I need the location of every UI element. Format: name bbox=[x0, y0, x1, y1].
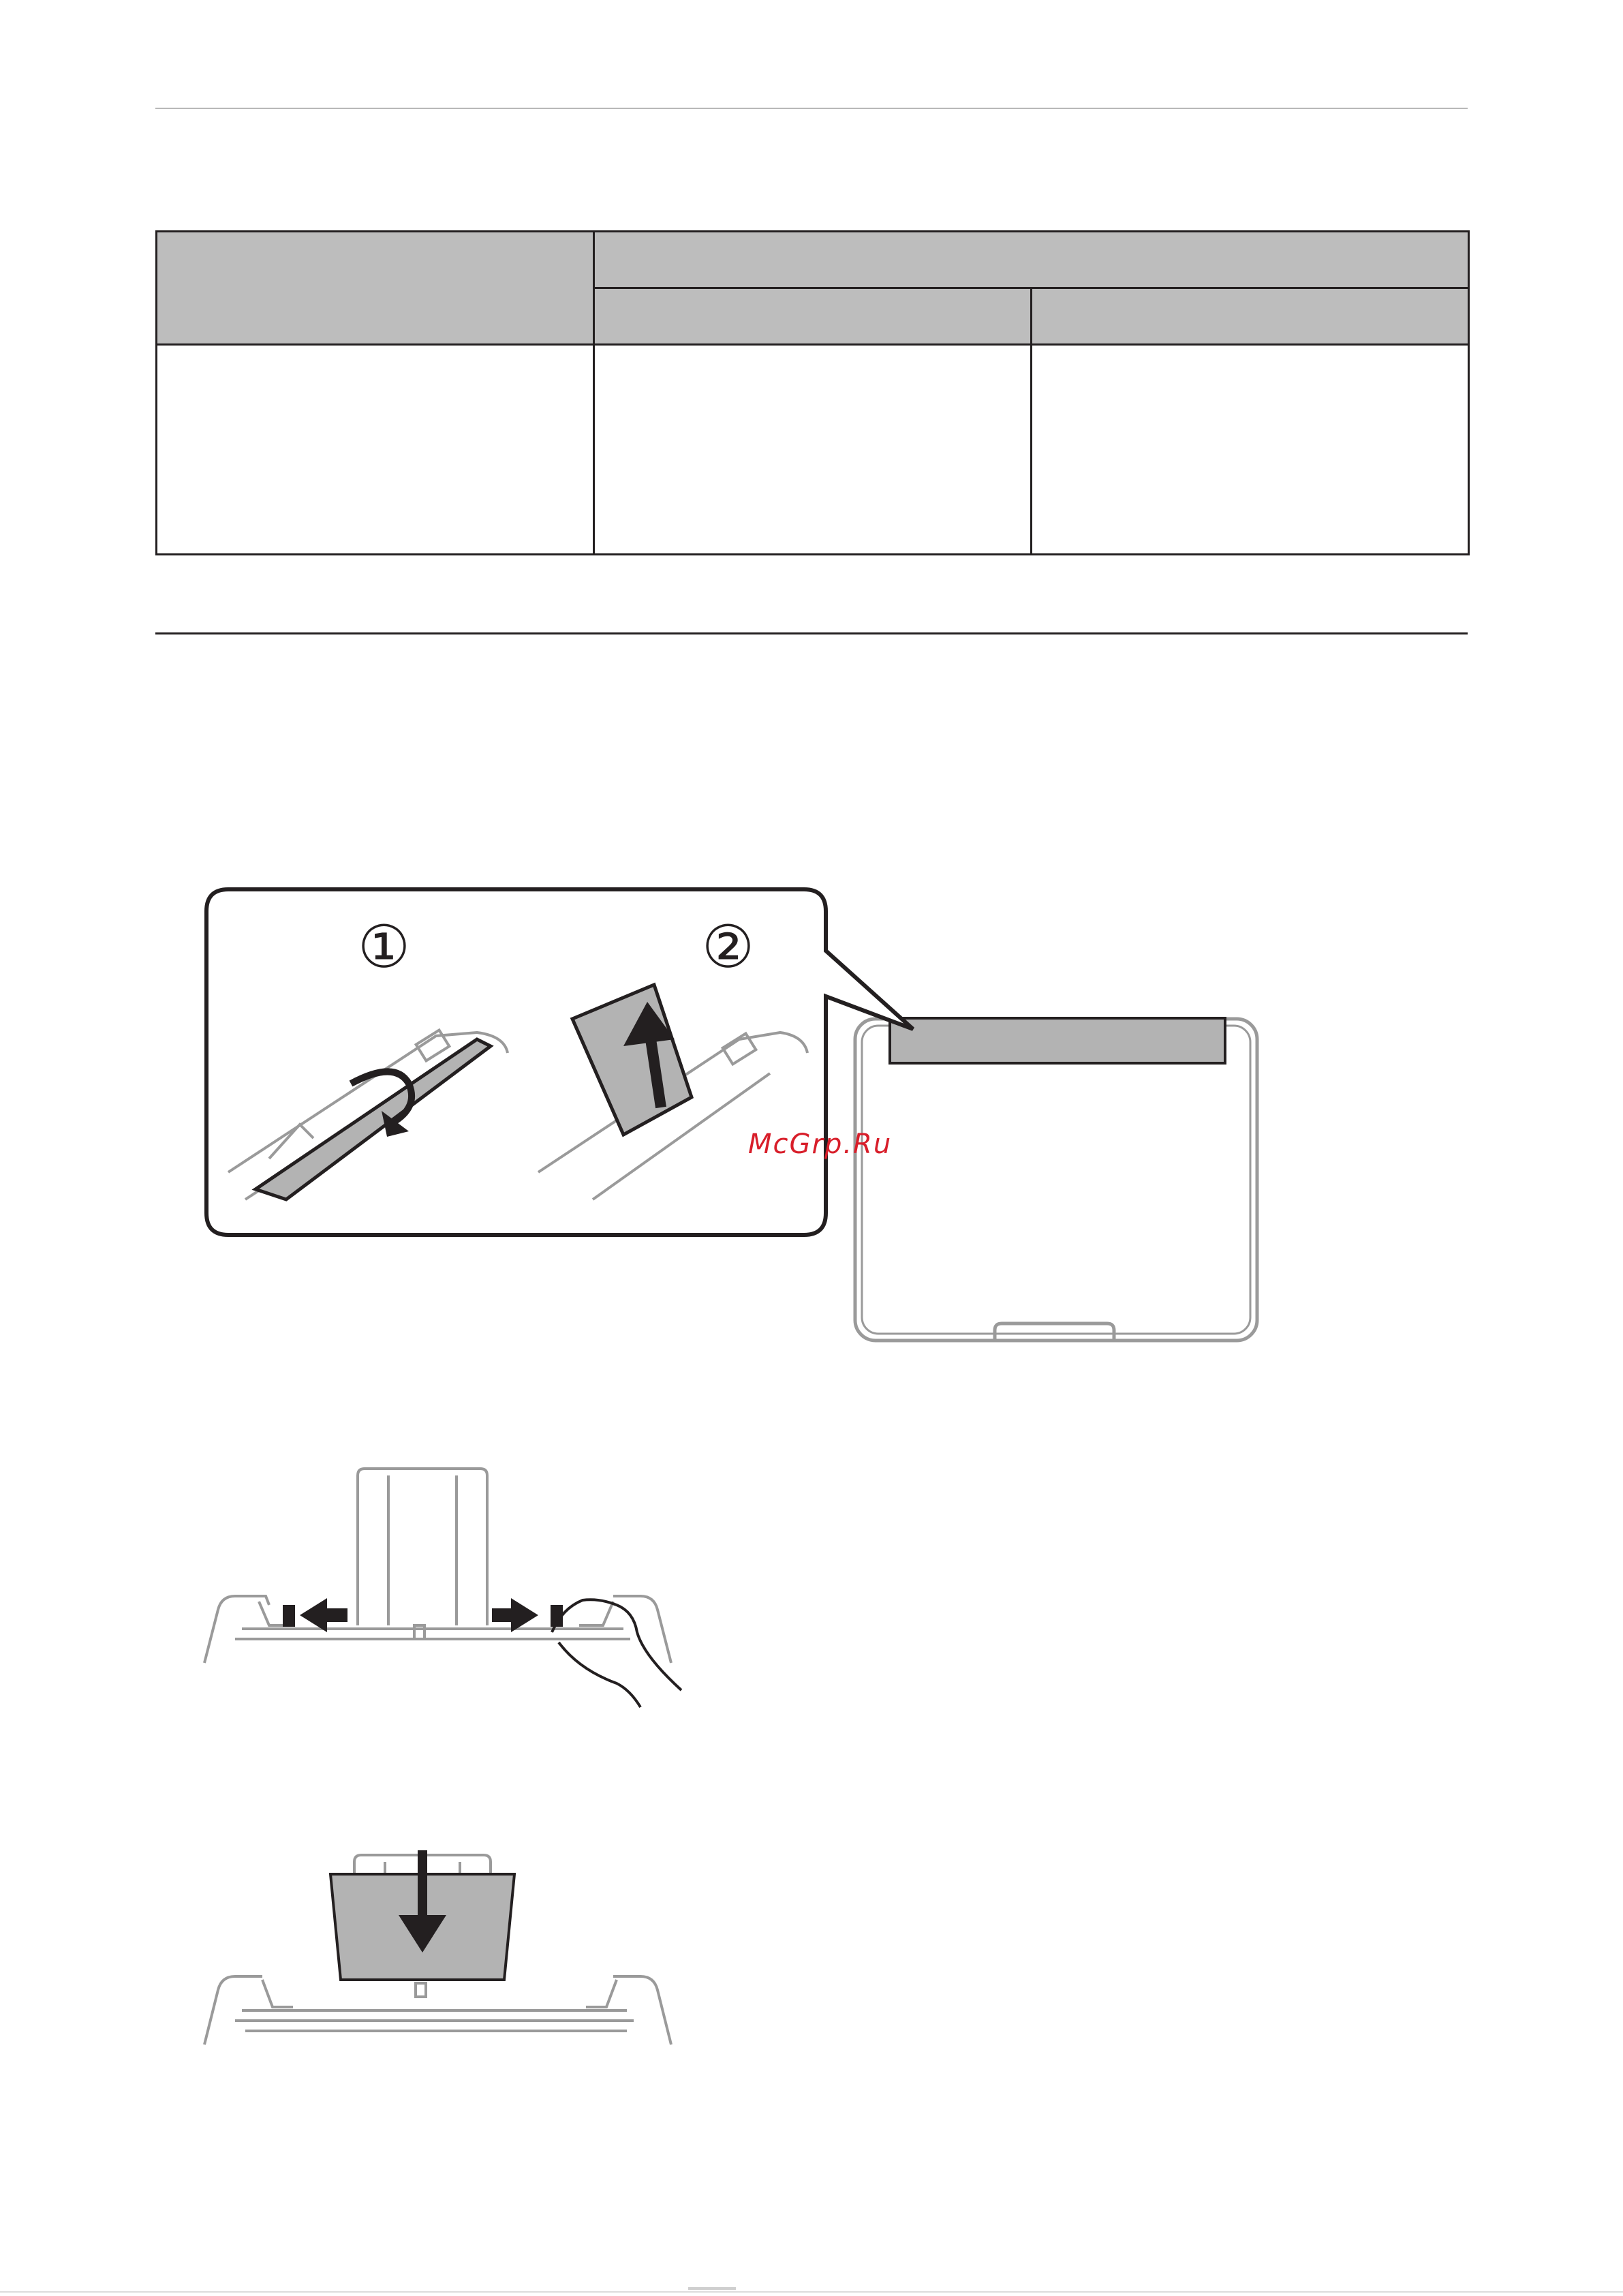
step2-marker: ② bbox=[702, 913, 755, 981]
left-edge-guide bbox=[283, 1605, 295, 1627]
footer-mark bbox=[688, 2287, 736, 2290]
watermark: McGrp.Ru bbox=[748, 1129, 893, 1160]
callout-bubble bbox=[206, 889, 913, 1235]
bottom-rule bbox=[0, 2291, 1623, 2293]
arrow-right-icon bbox=[492, 1598, 538, 1632]
figure-slide-edge-guides bbox=[204, 1469, 671, 1663]
hand-icon bbox=[552, 1599, 681, 1707]
step1-marker: ① bbox=[358, 913, 411, 981]
printer-top-view bbox=[855, 1019, 1257, 1341]
paper-slot bbox=[890, 1018, 1225, 1063]
arrow-left-icon bbox=[300, 1598, 347, 1632]
